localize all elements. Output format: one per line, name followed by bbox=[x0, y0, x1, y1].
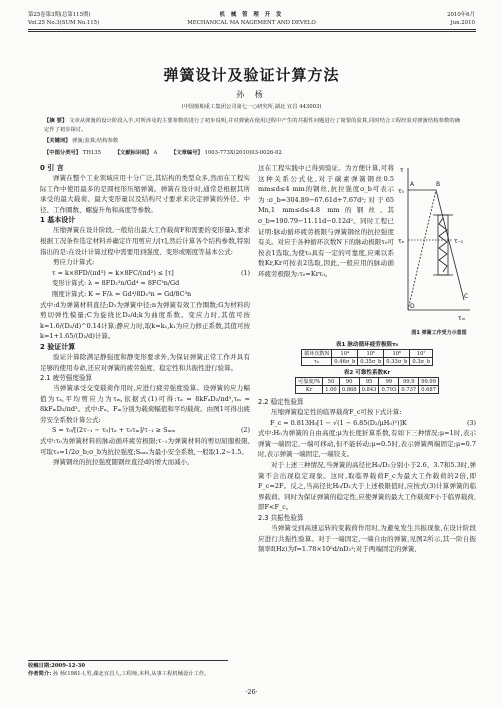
doc-code-value: A bbox=[153, 150, 158, 156]
equation-3 bbox=[258, 418, 476, 429]
figure-1-limit-line bbox=[408, 190, 464, 300]
equation-3-number: (3) bbox=[466, 418, 476, 427]
equation-2-body: S = τ₀/[(2τ₋₁ − τ₀)τₐ + τ₀τₘ]/τ₋₁ ≥ Sₘᵢₙ bbox=[52, 426, 176, 435]
section-2-1-title: 2.1 疲劳强度验算 bbox=[40, 374, 93, 383]
journal-volume: Vol.25 No.3(SUM No.115) bbox=[28, 20, 100, 26]
clc-value: TH135 bbox=[82, 150, 102, 156]
section-2-2-tail2: 对于上述三种情况,当弹簧的高径比H₀/D₂分别小于2.6、3.7和5.3时,弹簧不会出现稳定现象。这时,取临界载荷F_c为最大工作载荷的2倍,即F_c=2F。反之,当高径比H₀/D₂大于上述极限值时,应按式(3)计算弹簧的临界载荷。同时为保证弹簧的稳定性,应使弹簧的最大工作载荷F小于临界载荷,即F<F_c。 bbox=[258, 460, 476, 512]
received-date: 收稿日期:2009-12-30 bbox=[28, 663, 86, 669]
figure-1-label-d: D bbox=[410, 303, 415, 310]
section-1-text: 压缩弹簧在设计阶段,一般给出最大工作载荷F和需要的变形量λ,要求根据工况条件选定材料并确定许用剪应力[τ],然后计算各个结构参数,特别指出的是:在设计计算过程中需要用到强度、变形或刚度等基本公式: bbox=[40, 226, 250, 256]
shear-label: 剪应力计算式: bbox=[53, 258, 95, 267]
deformation-equation: λ = 8FD₂³n/Gd⁴ = 8FC³n/Gd bbox=[88, 279, 180, 288]
table-2-cell: 0.843 bbox=[359, 386, 379, 394]
header-rule bbox=[28, 29, 476, 30]
footnote-rule bbox=[28, 660, 228, 661]
table-2-cell: 95 bbox=[359, 378, 379, 386]
journal-name: 机 械 管 理 开 发 bbox=[219, 12, 284, 18]
table-1-cell: 10⁵ bbox=[358, 350, 384, 358]
keywords-text: 弹簧;验算;结构参数 bbox=[72, 138, 119, 144]
right-intro bbox=[258, 163, 394, 327]
table-1-cell: 0.35σ_b bbox=[358, 358, 384, 366]
paper-author: 孙 杨 bbox=[236, 90, 267, 99]
doc-code-label: 【文献标识码】 bbox=[114, 150, 152, 156]
table-1-cell: 0.33σ_b bbox=[384, 358, 410, 366]
equation-2 bbox=[40, 425, 250, 436]
abstract bbox=[44, 117, 460, 134]
section-1-title: 1 基本设计 bbox=[40, 216, 76, 225]
deformation-formula bbox=[40, 278, 250, 289]
table-1 bbox=[301, 349, 433, 366]
table-2-cell: 0.737 bbox=[399, 386, 419, 394]
figure-1-label-b: B bbox=[436, 181, 441, 188]
article-number-label: 【文章编号】 bbox=[171, 150, 203, 156]
table-1-cell: 10⁴ bbox=[332, 350, 358, 358]
table-2-cell: 99.99 bbox=[419, 378, 439, 386]
section-2-2-text: 压缩弹簧稳定性的临界载荷F_c可按下式计算: bbox=[271, 408, 402, 416]
keywords-label: 【关键词】 bbox=[44, 138, 71, 144]
paper-title: 弹簧设计及验证计算方法 bbox=[163, 66, 340, 84]
figure-1 bbox=[398, 160, 476, 328]
table-1-cell: 0.3σ_b bbox=[410, 358, 433, 366]
section-1-tail: 式中:d为弹簧材料直径;D₂为弹簧中径;n为弹簧有效工作圈数;G为材料的剪切弹性模量;C为旋绕比D₂/d;k为曲度系数。变应力时,其值可按k=1.6/(D₂/d)^0.14计算;静应力时,取k=k₁,k₁为应力修正系数,其值可按k=1+1.65/(D₂/d)计算。 bbox=[40, 300, 250, 341]
stiffness-equation: K = F/λ = Gd⁴/8D₂³n = Gd/8C³n bbox=[88, 289, 192, 298]
section-2-title: 2 验证计算 bbox=[40, 342, 76, 351]
stiffness-formula bbox=[40, 289, 250, 300]
table-1-caption: 表1 脉动循环疲劳极限τ₀ bbox=[335, 342, 399, 348]
table-2-caption: 表2 可靠性系数Kr bbox=[343, 370, 391, 376]
figure-1-x-label: τₘ bbox=[458, 315, 466, 322]
table-1-row bbox=[301, 358, 432, 366]
table-2-cell: Kr bbox=[295, 386, 322, 394]
issue-date-en: Jun.2010 bbox=[450, 20, 475, 26]
issue-date: 2010年6月 bbox=[447, 12, 475, 18]
abstract-text: 文章从弹簧的设计阶段入手,对所涉及的主要参数的进行了初步说明,并对弹簧在使用过程中产生的共振性问题进行了简要的验算,同时结合工程经验对弹簧结构参数的确定作了初步探讨。 bbox=[44, 118, 460, 133]
figure-1-label-c: C bbox=[464, 293, 469, 300]
table-2-cell: 可靠度/% bbox=[295, 378, 322, 386]
deformation-label: 变形计算式: bbox=[52, 279, 87, 288]
table-1-cell: 循环次数N bbox=[301, 350, 331, 358]
author-info-text: 孙 杨(1981-),男,湖北宜昌人,工程师,本科,从事工程机械设计工作。 bbox=[52, 671, 210, 677]
journal-issue: 第25卷第3期(总第115期) bbox=[28, 12, 91, 18]
figure-1-label-a: A bbox=[410, 181, 415, 188]
figure-1-diagonal bbox=[408, 190, 436, 310]
figure-1-spring-coil bbox=[439, 218, 447, 272]
table-2-cell: 90 bbox=[339, 378, 359, 386]
figure-1-y-label: τ bbox=[400, 167, 404, 174]
table-2-cell: 99 bbox=[379, 378, 399, 386]
table-1-header-row bbox=[301, 350, 432, 358]
equation-2-number: (2) bbox=[240, 426, 250, 435]
equation-1-number: (1) bbox=[240, 268, 250, 277]
section-2-text: 验证计算除满足静强度和静变形要求外,为保证弹簧正常工作并具有足够的使用寿命,还应对弹簧的疲劳强度、稳定性和共振性进行验算。 bbox=[40, 352, 250, 372]
page-number: ·26· bbox=[245, 688, 258, 696]
author-info bbox=[28, 671, 209, 679]
table-1-cell: τ₀ bbox=[301, 358, 331, 366]
figure-1-caption: 图1 弹簧工作受力示意图 bbox=[411, 330, 467, 336]
table-1-cell: 10⁶ bbox=[384, 350, 410, 358]
table-2 bbox=[295, 377, 439, 394]
table-2-cell: 0.793 bbox=[379, 386, 399, 394]
section-2-3-title: 2.3 共振性验算 bbox=[258, 513, 304, 522]
section-0-text: 弹簧在整个工业领域应用十分广泛,其结构的类型众多,然而在工程实际工作中使用最多的是圆柱形压缩弹簧。弹簧在设计时,通常是根据其所承受的最大载荷、最大变形量以及结构尺寸要求来决定弹簧的外径、中径、工作圈数、螺旋升角和高度等参数。 bbox=[40, 174, 250, 214]
clc-label: 【中图分类号】 bbox=[44, 150, 82, 156]
section-2-2-tail: 式中:H₀为弹簧的自由高度;μ为长度折算系数,有如下三种情况:μ=1时,表示弹簧一端固定,一端可移动,但不能转动;μ=0.5时,表示弹簧两端固定;μ=0.7时,表示弹簧一端固定,一端铰支。 bbox=[258, 429, 476, 459]
journal-name-en: MECHANICAL MA NAGEMENT AND DEVELO bbox=[187, 20, 316, 26]
right-intro-text: 这在工程实践中已得到验证。为方便计算,可将这种关系公式化,对于碳素弹簧钢丝0.5 mm≤d≤4 mm的钢丝,抗拉强度σ_b可表示为:σ_b=304.89−67.61d+7.67d²;对于65 Mn,1 mm≤d≤4.8 mm的钢丝,其σ_b=190.79−11.11d−0.12d²。同时工程已证明:脉动循环疲劳极限与弹簧钢丝的抗拉强度有关。对应于各种循环次数N下的脉动极限τ₀可按表1选取,为使τ₀具有一定的可靠度,应乘以系数Kr,Kr可按表2选取,因此,一般应用的脉动循环疲劳极限为:τ₀=Krτ₀。 bbox=[258, 164, 394, 278]
keywords bbox=[44, 138, 118, 146]
figure-1-label-tau-1: τ₋₁ bbox=[454, 238, 464, 245]
table-1-cell: 10⁷ bbox=[410, 350, 433, 358]
section-2-1-text: 当弹簧承受交变载荷作用时,应进行疲劳强度验算。设弹簧的应力幅值为τₐ,平均剪应力为τₘ,依据式(1)可得:τₐ = 8kFₐD₂/πd³,τₘ = 8kFₘD₂/πd³。式中:Fₐ、Fₘ分别为载荷幅值和平均载荷。由图1可得出疲劳安全系数计算公式: bbox=[40, 384, 250, 424]
right-column bbox=[258, 338, 476, 555]
figure-1-label-tau0: τ₀ bbox=[398, 188, 405, 195]
article-number-value: 1003-773X(2010)03-0026-02 bbox=[204, 150, 282, 156]
equation-1 bbox=[40, 268, 250, 279]
header-rule-2 bbox=[28, 31, 476, 32]
section-2-2-title: 2.2 稳定性验算 bbox=[258, 398, 304, 406]
equation-3-body: F_c = 0.813H₀[1 − √(1 − 6.85(D₂/μH₀)²)]K bbox=[270, 418, 407, 427]
author-affiliation: (中国船舶重工集团公司第七一○研究所,湖北 宜昌 443003) bbox=[181, 104, 322, 110]
figure-1-label-taua: τₐ bbox=[398, 238, 404, 245]
section-2-3-text: 当弹簧受到高速运转的变载荷作用时,为避免发生共振现象,在设计阶段应进行共振性验算。对于一端固定,一端自由的弹簧,见图2所示,其一阶自振频率f(Hz)为f=1.78×10⁵d/nD₂²;对于两端固定的弹簧, bbox=[258, 523, 476, 554]
section-2-1-tail: 式中:τ₀为弹簧材料的脉动循环疲劳极限;τ₋₁为弹簧材料的剪切屈服极限,可取τ₀=1/2σ_b;σ_b为抗拉强度;Sₘᵢₙ为最小安全系数,一般取1.2~1.5。 bbox=[40, 437, 250, 456]
author-info-label: 作者简介: bbox=[28, 671, 52, 677]
table-2-row bbox=[295, 386, 438, 394]
table-2-header-row bbox=[295, 378, 438, 386]
stiffness-label: 刚度计算式: bbox=[52, 289, 87, 298]
table-2-cell: 99.9 bbox=[399, 378, 419, 386]
abstract-label: 【摘 要】 bbox=[44, 118, 68, 124]
table-2-cell: 1.00 bbox=[323, 386, 340, 394]
section-0-title: 0 引 言 bbox=[40, 164, 64, 172]
equation-1-body: τ = k×8FD/(πd³) = k×8FC/(πd²) ≤ [τ] bbox=[52, 268, 174, 277]
table-1-cell: 0.46σ_b bbox=[332, 358, 358, 366]
section-2-1-tail2: 弹簧钢丝的抗拉强度随钢丝直径d的增大而减小, bbox=[53, 458, 190, 467]
table-2-cell: 0.687 bbox=[419, 386, 439, 394]
classification-line bbox=[44, 150, 282, 158]
left-column bbox=[40, 163, 250, 468]
table-2-cell: 50 bbox=[323, 378, 340, 386]
table-2-cell: 0.868 bbox=[339, 386, 359, 394]
